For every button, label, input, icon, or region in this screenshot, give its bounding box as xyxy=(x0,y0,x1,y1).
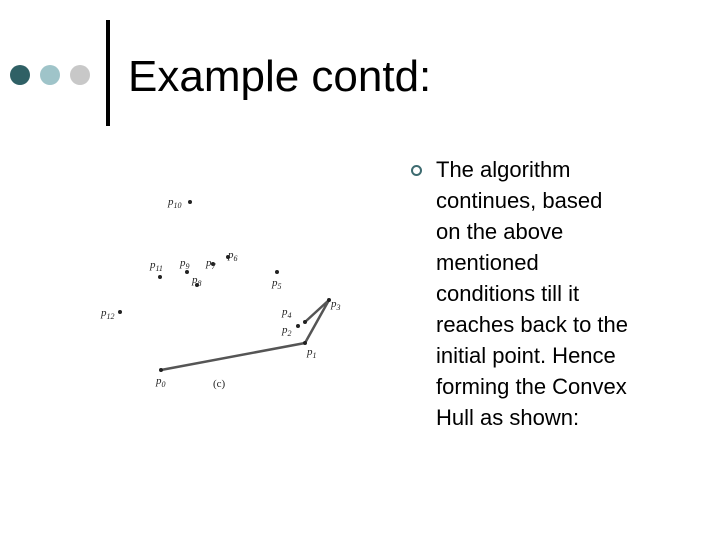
point-label-subscript: 8 xyxy=(197,279,202,288)
dark-teal-dot-icon xyxy=(10,65,30,85)
point-label-base: p xyxy=(180,257,186,269)
point-label-subscript: 1 xyxy=(312,351,317,360)
point-label-subscript: 2 xyxy=(287,329,292,338)
bullet-line: The algorithm xyxy=(436,157,571,182)
point-label-subscript: 7 xyxy=(211,262,216,271)
point-label-subscript: 4 xyxy=(287,311,292,320)
slide-title: Example contd: xyxy=(128,52,432,101)
point-label-base: p xyxy=(192,274,198,286)
figure-caption: (c) xyxy=(213,378,226,390)
convex-hull-figure xyxy=(70,160,370,445)
point-label-base: p xyxy=(272,277,278,289)
point-label-base: p xyxy=(156,375,162,387)
bullet-line: mentioned xyxy=(436,250,539,275)
point-label-subscript: 11 xyxy=(155,264,163,273)
point-label-base: p xyxy=(168,196,174,208)
point-p5 xyxy=(275,270,279,274)
point-label-subscript: 0 xyxy=(161,380,166,389)
bullet-line: on the above xyxy=(436,219,564,244)
point-label-base: p xyxy=(101,307,107,319)
point-label-subscript: 5 xyxy=(277,282,282,291)
light-teal-dot-icon xyxy=(40,65,60,85)
point-label-base: p xyxy=(282,306,288,318)
point-p2 xyxy=(296,324,300,328)
point-p4 xyxy=(303,320,307,324)
bullet-text xyxy=(436,154,686,433)
point-label-base: p xyxy=(228,249,234,261)
point-label-subscript: 9 xyxy=(185,262,190,271)
decorative-dots xyxy=(10,65,100,85)
point-p1 xyxy=(303,341,307,345)
point-label-base: p xyxy=(206,257,212,269)
convex-hull-diagram xyxy=(70,160,370,445)
point-label-base: p xyxy=(307,346,313,358)
point-label-subscript: 3 xyxy=(336,303,341,312)
point-p12 xyxy=(118,310,122,314)
bullet-line: forming the Convex xyxy=(436,374,627,399)
hollow-circle-bullet-icon xyxy=(411,165,422,176)
point-p0 xyxy=(159,368,163,372)
point-label-base: p xyxy=(150,259,156,271)
gray-dot-icon xyxy=(70,65,90,85)
point-label-subscript: 10 xyxy=(173,201,182,210)
title-divider xyxy=(106,20,110,126)
bullet-line: continues, based xyxy=(436,188,603,213)
bullet-line: conditions till it xyxy=(436,281,580,306)
bullet-line: reaches back to the xyxy=(436,312,629,337)
point-label-base: p xyxy=(282,324,288,336)
bullet-line: initial point. Hence xyxy=(436,343,616,368)
point-label-base: p xyxy=(331,298,337,310)
point-p11 xyxy=(158,275,162,279)
point-label-subscript: 12 xyxy=(106,312,115,321)
point-p10 xyxy=(188,200,192,204)
point-label-subscript: 6 xyxy=(233,254,238,263)
bullet-line: Hull as shown: xyxy=(436,405,580,430)
